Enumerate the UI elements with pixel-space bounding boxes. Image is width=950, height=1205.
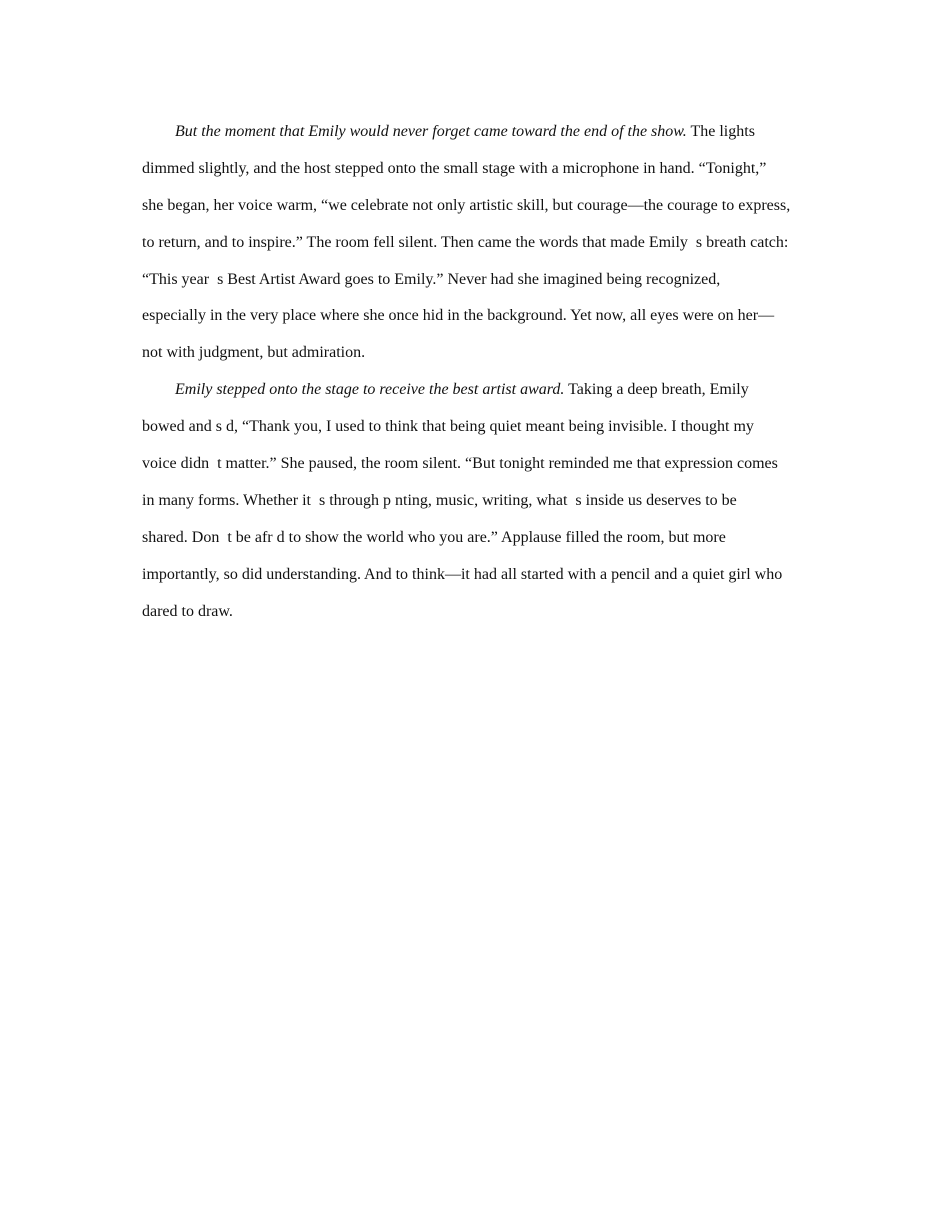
text-line: bowed and s d, “Thank you, I used to think that being quiet meant being invisible. I thought my bbox=[142, 418, 754, 436]
text-line: dimmed slightly, and the host stepped onto the small stage with a microphone in hand. “Tonight,” bbox=[142, 159, 767, 177]
text-line bbox=[142, 118, 822, 155]
italic-lead-sentence: But the moment that Emily would never forget came toward the end of the show. bbox=[175, 123, 687, 140]
text-line: she began, her voice warm, “we celebrate not only artistic skill, but courage—the courage to express, bbox=[142, 196, 791, 214]
paragraph-2 bbox=[142, 376, 822, 634]
text-line: voice didn t matter.” She paused, the room silent. “But tonight reminded me that expression comes bbox=[142, 455, 778, 473]
line-text: The lights bbox=[686, 123, 755, 140]
text-line: shared. Don t be afr d to show the world who you are.” Applause filled the room, but more bbox=[142, 528, 726, 546]
text-line: in many forms. Whether it s through p nting, music, writing, what s inside us deserves to be bbox=[142, 491, 737, 509]
document-body bbox=[142, 118, 822, 634]
line-text: Taking a deep breath, Emily bbox=[564, 381, 749, 399]
text-line: to return, and to inspire.” The room fell silent. Then came the words that made Emily s breath catch: bbox=[142, 233, 789, 251]
paragraph-1 bbox=[142, 118, 822, 376]
text-line: dared to draw. bbox=[142, 602, 233, 620]
text-line: importantly, so did understanding. And to think—it had all started with a pencil and a quiet girl who bbox=[142, 565, 783, 583]
text-line: not with judgment, but admiration. bbox=[142, 344, 366, 362]
text-line bbox=[142, 376, 822, 413]
text-line: “This year s Best Artist Award goes to Emily.” Never had she imagined being recognized, bbox=[142, 270, 721, 288]
text-line: especially in the very place where she once hid in the background. Yet now, all eyes were on her— bbox=[142, 307, 775, 325]
italic-lead-sentence: Emily stepped onto the stage to receive the best artist award. bbox=[175, 381, 565, 399]
